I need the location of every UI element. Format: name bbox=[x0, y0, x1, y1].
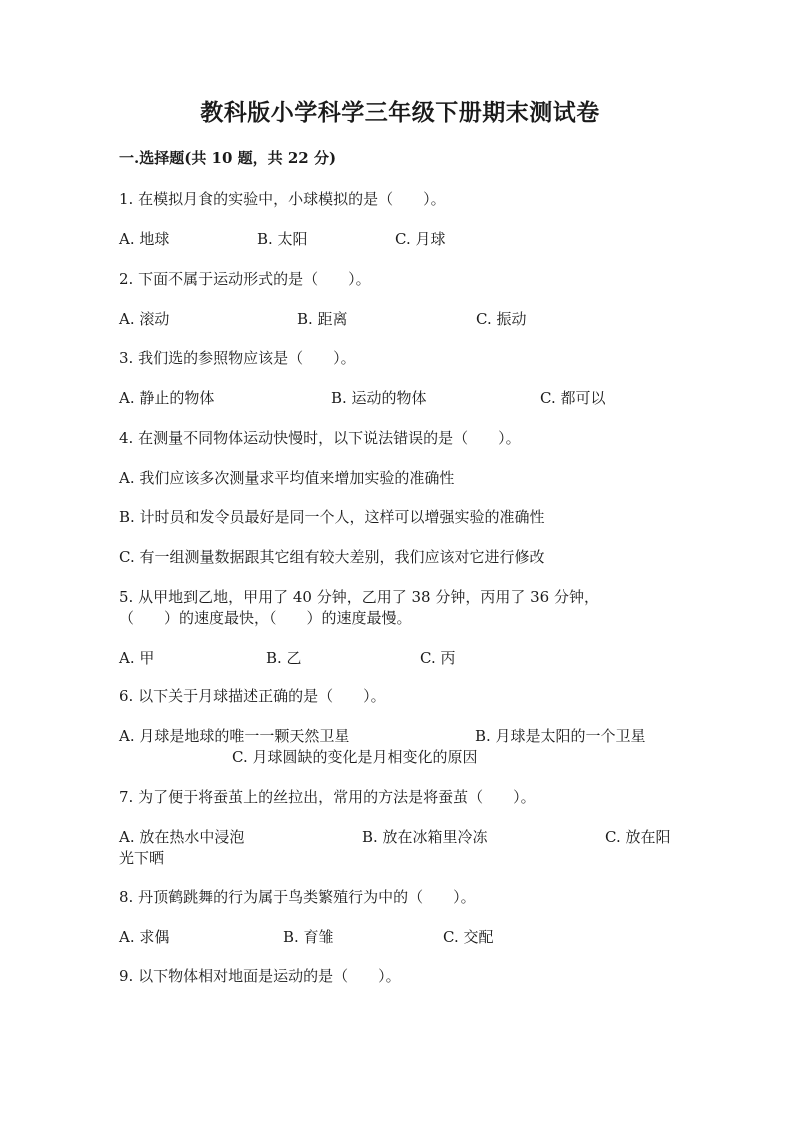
question-2: 2. 下面不属于运动形式的是（ ）。 bbox=[119, 270, 371, 288]
q1-option-b: B. 太阳 bbox=[257, 230, 308, 248]
question-8: 8. 丹顶鹤跳舞的行为属于鸟类繁殖行为中的（ ）。 bbox=[119, 888, 476, 906]
q5-option-c: C. 丙 bbox=[420, 649, 456, 667]
q3-option-a: A. 静止的物体 bbox=[119, 389, 215, 407]
question-9: 9. 以下物体相对地面是运动的是（ ）。 bbox=[119, 967, 401, 985]
q3-option-c: C. 都可以 bbox=[540, 389, 606, 407]
question-1: 1. 在模拟月食的实验中，小球模拟的是（ ）。 bbox=[119, 190, 446, 208]
q7-option-c-wrap: 光下晒 bbox=[119, 849, 165, 867]
q5-option-b: B. 乙 bbox=[266, 649, 302, 667]
question-4: 4. 在测量不同物体运动快慢时，以下说法错误的是（ ）。 bbox=[119, 429, 521, 447]
q2-option-b: B. 距离 bbox=[297, 310, 348, 328]
q3-option-b: B. 运动的物体 bbox=[331, 389, 427, 407]
q6-option-a: A. 月球是地球的唯一一颗天然卫星 bbox=[119, 727, 350, 745]
question-5-line-2: （ ）的速度最快，（ ）的速度最慢。 bbox=[119, 609, 412, 627]
q2-option-c: C. 振动 bbox=[476, 310, 527, 328]
question-6: 6. 以下关于月球描述正确的是（ ）。 bbox=[119, 687, 386, 705]
question-7: 7. 为了便于将蚕茧上的丝拉出，常用的方法是将蚕茧（ ）。 bbox=[119, 788, 536, 806]
q8-option-a: A. 求偶 bbox=[119, 928, 170, 946]
question-3: 3. 我们选的参照物应该是（ ）。 bbox=[119, 349, 356, 367]
question-5: 5. 从甲地到乙地，甲用了 40 分钟，乙用了 38 分钟，丙用了 36 分钟， bbox=[119, 588, 599, 606]
q4-option-b: B. 计时员和发令员最好是同一个人，这样可以增强实验的准确性 bbox=[119, 508, 545, 526]
q1-option-a: A. 地球 bbox=[119, 230, 170, 248]
q7-option-b: B. 放在冰箱里冷冻 bbox=[362, 828, 488, 846]
q5-option-a: A. 甲 bbox=[119, 649, 155, 667]
q2-option-a: A. 滚动 bbox=[119, 310, 170, 328]
page-title: 教科版小学科学三年级下册期末测试卷 bbox=[200, 99, 600, 126]
q6-option-b: B. 月球是太阳的一个卫星 bbox=[475, 727, 646, 745]
q8-option-c: C. 交配 bbox=[443, 928, 494, 946]
q7-option-a: A. 放在热水中浸泡 bbox=[119, 828, 245, 846]
q8-option-b: B. 育雏 bbox=[283, 928, 334, 946]
q4-option-c: C. 有一组测量数据跟其它组有较大差别，我们应该对它进行修改 bbox=[119, 548, 545, 566]
q7-option-c: C. 放在阳 bbox=[605, 828, 671, 846]
q4-option-a: A. 我们应该多次测量求平均值来增加实验的准确性 bbox=[119, 469, 455, 487]
section-heading: 一.选择题(共 10 题，共 22 分) bbox=[119, 149, 337, 167]
q6-option-c: C. 月球圆缺的变化是月相变化的原因 bbox=[232, 748, 478, 766]
q1-option-c: C. 月球 bbox=[395, 230, 446, 248]
